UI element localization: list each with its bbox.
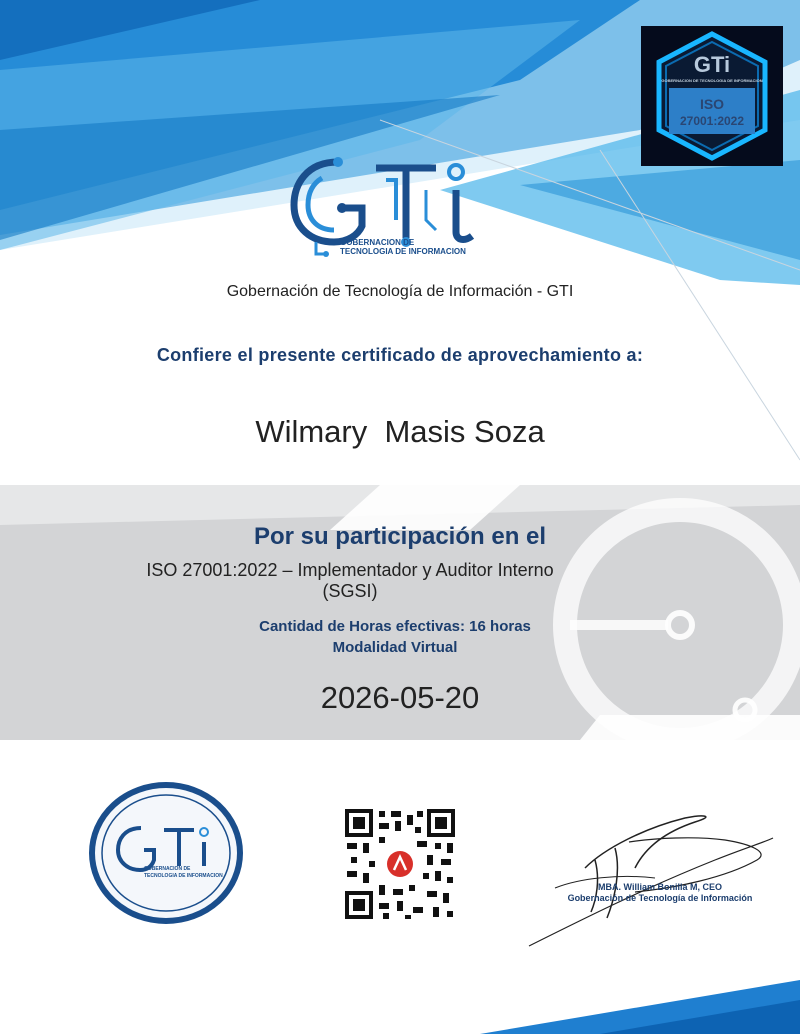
course-title: [110, 560, 590, 602]
gti-logo-subtitle-1: GOBERNACION DE: [340, 238, 415, 247]
badge-logo-text: GTi: [693, 52, 731, 77]
signer-name: MBA. William Bonilla M, CEO: [598, 882, 722, 892]
signature-icon: [525, 808, 775, 948]
certificate-date: 2026-05-20: [320, 680, 480, 715]
seal-subtitle-2: TECNOLOGIA DE INFORMACION: [144, 873, 223, 879]
iso-badge: [641, 26, 783, 166]
badge-standard-version: 27001:2022: [679, 114, 745, 128]
gti-seal-icon: [86, 780, 246, 926]
course-title-line1: ISO 27001:2022 – Implementador y Auditor Interno: [146, 560, 554, 580]
course-modality: Modalidad Virtual: [332, 639, 458, 656]
course-title-line2: (SGSI): [322, 581, 378, 601]
participation-heading: Por su participación en el: [253, 523, 547, 550]
badge-standard: ISO: [699, 96, 725, 112]
recipient-name: Wilmary Masis Soza: [255, 414, 545, 449]
signer-organization: Gobernación de Tecnología de Información: [567, 893, 753, 903]
issuer-name: Gobernación de Tecnología de Información - GTI: [226, 283, 574, 300]
footer-background: [0, 960, 800, 1034]
conferral-statement: Confiere el presente certificado de aprovechamiento a:: [156, 345, 644, 365]
gti-logo-subtitle-2: TECNOLOGIA DE INFORMACION: [340, 247, 466, 256]
badge-logo-subtitle: GOBERNACION DE TECNOLOGIA DE INFORMACION: [661, 78, 763, 83]
course-hours: Cantidad de Horas efectivas: 16 horas: [259, 618, 531, 635]
seal-subtitle-1: GOBERNACION DE: [144, 866, 191, 872]
gti-seal: [86, 780, 246, 926]
gti-logo: [286, 150, 486, 260]
qr-code-icon: [343, 807, 457, 921]
